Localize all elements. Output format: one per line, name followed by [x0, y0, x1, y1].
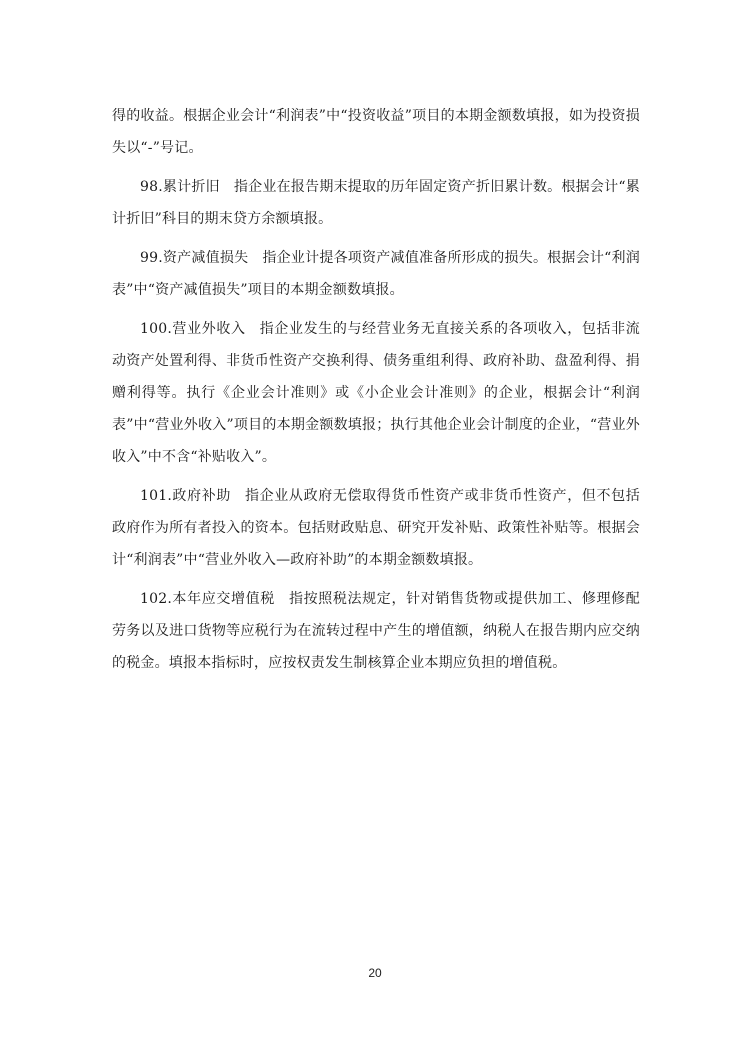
paragraph-text: 指按照税法规定，针对销售货物或提供加工、修理修配劳务以及进口货物等应税行为在流转过程中产生的增值额，纳税人在报告期内应交纳的税金。填报本指标时，应按权责发生制核算企业本期应负担的增值税。	[112, 591, 640, 671]
page-number: 20	[368, 966, 382, 980]
term-label: 100.营业外收入	[140, 321, 246, 337]
paragraph-text: 指企业从政府无偿取得货币性资产或非货币性资产，但不包括政府作为所有者投入的资本。包括财政贴息、研究开发补贴、政策性补贴等。根据会计“利润表”中“营业外收入—政府补助”的本期金额数填报。	[112, 488, 640, 568]
paragraph-100-non-operating-income	[112, 313, 640, 473]
paragraph-text: 指企业发生的与经营业务无直接关系的各项收入，包括非流动资产处置利得、非货币性资产交换利得、债务重组利得、政府补助、盘盈利得、捐赠利得等。执行《企业会计准则》或《小企业会计准则》的企业，根据会计“利润表”中“营业外收入”项目的本期金额数填报；执行其他企业会计制度的企业，“营业外收入”中不含“补贴收入”。	[112, 321, 640, 465]
paragraph-99-asset-impairment-loss	[112, 242, 640, 306]
body-text	[112, 100, 640, 686]
paragraph-98-accumulated-depreciation	[112, 171, 640, 235]
paragraph-101-government-grants	[112, 480, 640, 576]
term-label: 102.本年应交增值税	[140, 591, 275, 607]
term-label: 98.累计折旧	[140, 179, 220, 195]
paragraph-text: 得的收益。根据企业会计“利润表”中“投资收益”项目的本期金额数填报，如为投资损失以“-”号记。	[112, 108, 640, 156]
term-label: 99.资产减值损失	[140, 250, 249, 266]
paragraph-102-vat-payable	[112, 583, 640, 679]
paragraph-text: 指企业在报告期末提取的历年固定资产折旧累计数。根据会计“累计折旧”科目的期末贷方余额填报。	[112, 179, 640, 227]
term-label: 101.政府补助	[140, 488, 231, 504]
paragraph-continuation	[112, 100, 640, 164]
paragraph-text: 指企业计提各项资产减值准备所形成的损失。根据会计“利润表”中“资产减值损失”项目的本期金额数填报。	[112, 250, 640, 298]
